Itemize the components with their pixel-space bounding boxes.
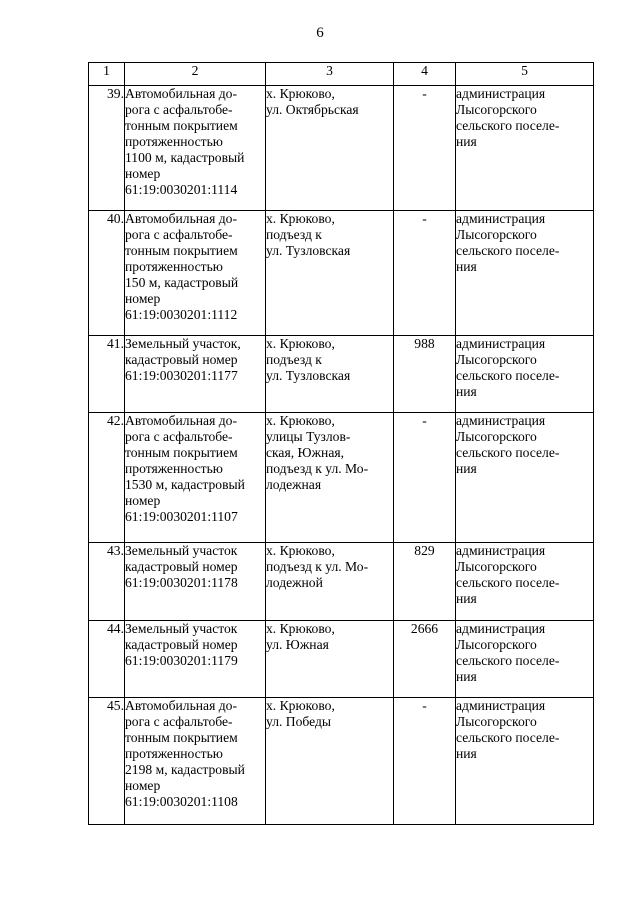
object-description-line: 61:19:0030201:1112 [125, 307, 238, 322]
object-address-line: х. Крюково, [266, 336, 335, 351]
row-number-cell: 40. [89, 211, 125, 336]
object-description-line: Автомобильная до- [125, 86, 237, 101]
object-description-cell [125, 698, 266, 825]
object-description-line: протяженностью [125, 461, 223, 476]
object-owner-line: Лысогорского [456, 227, 537, 242]
object-description-line: 61:19:0030201:1178 [125, 575, 238, 590]
page-number: 6 [316, 25, 324, 41]
header-col-1: 1 [89, 63, 125, 86]
object-owner-line: сельского поселе- [456, 445, 560, 460]
row-number-cell: 45. [89, 698, 125, 825]
object-owner-line: сельского поселе- [456, 368, 560, 383]
object-address-line: х. Крюково, [266, 543, 335, 558]
object-owner-line: ния [456, 134, 477, 149]
object-owner-line: администрация [456, 621, 546, 636]
object-description-line: 61:19:0030201:1177 [125, 368, 238, 383]
table-row [89, 336, 594, 413]
object-address-cell [266, 336, 394, 413]
object-description-line: 61:19:0030201:1107 [125, 509, 238, 524]
object-owner-line: сельского поселе- [456, 118, 560, 133]
object-address-line: ул. Тузловская [266, 243, 351, 258]
object-area-cell: 829 [394, 543, 456, 621]
object-description-line: 150 м, кадастровый [125, 275, 239, 290]
row-number-cell: 42. [89, 413, 125, 543]
object-owner-line: Лысогорского [456, 429, 537, 444]
object-description-line: 61:19:0030201:1114 [125, 182, 238, 197]
object-description-cell [125, 413, 266, 543]
object-description-line: протяженностью [125, 259, 223, 274]
object-owner-line: Лысогорского [456, 102, 537, 117]
object-description-cell [125, 621, 266, 698]
object-owner-cell [456, 211, 594, 336]
object-owner-cell [456, 336, 594, 413]
object-area-cell: - [394, 413, 456, 543]
object-description-line: номер [125, 291, 161, 306]
object-owner-line: администрация [456, 543, 546, 558]
table-row [89, 86, 594, 211]
object-address-cell [266, 698, 394, 825]
object-area-cell: - [394, 211, 456, 336]
object-address-line: ул. Тузловская [266, 368, 351, 383]
object-description-line: рога с асфальтобе- [125, 102, 233, 117]
table-row [89, 621, 594, 698]
object-description-line: номер [125, 166, 161, 181]
object-description-cell [125, 543, 266, 621]
object-description-line: тонным покрытием [125, 118, 238, 133]
object-owner-line: сельского поселе- [456, 575, 560, 590]
object-address-line: подъезд к ул. Мо- [266, 559, 369, 574]
object-description-line: 1100 м, кадастровый [125, 150, 245, 165]
object-owner-line: Лысогорского [456, 559, 537, 574]
object-address-line: х. Крюково, [266, 86, 335, 101]
object-description-cell [125, 86, 266, 211]
header-col-3: 3 [266, 63, 394, 86]
object-address-cell [266, 543, 394, 621]
table-row [89, 413, 594, 543]
object-owner-line: ния [456, 259, 477, 274]
object-description-line: рога с асфальтобе- [125, 429, 233, 444]
object-owner-line: администрация [456, 86, 546, 101]
table-row [89, 543, 594, 621]
object-address-line: подъезд к [266, 352, 322, 367]
object-area-cell: - [394, 86, 456, 211]
object-owner-cell [456, 413, 594, 543]
object-address-line: ская, Южная, [266, 445, 345, 460]
row-number-cell: 43. [89, 543, 125, 621]
object-description-line: тонным покрытием [125, 445, 238, 460]
object-description-line: рога с асфальтобе- [125, 714, 233, 729]
object-owner-line: ния [456, 669, 477, 684]
object-address-cell [266, 621, 394, 698]
object-description-line: номер [125, 493, 161, 508]
object-owner-line: Лысогорского [456, 352, 537, 367]
object-area-cell: 2666 [394, 621, 456, 698]
table-body [89, 86, 594, 825]
object-address-line: х. Крюково, [266, 211, 335, 226]
object-description-line: протяженностью [125, 134, 223, 149]
object-owner-cell [456, 543, 594, 621]
object-description-line: Автомобильная до- [125, 698, 237, 713]
object-address-line: ул. Победы [266, 714, 332, 729]
header-col-2: 2 [125, 63, 266, 86]
object-owner-line: ния [456, 746, 477, 761]
object-owner-line: администрация [456, 698, 546, 713]
table-row [89, 211, 594, 336]
object-address-cell [266, 86, 394, 211]
object-address-line: х. Крюково, [266, 698, 335, 713]
object-description-line: Земельный участок [125, 543, 238, 558]
object-owner-cell [456, 698, 594, 825]
object-description-line: протяженностью [125, 746, 223, 761]
header-col-4: 4 [394, 63, 456, 86]
object-address-line: подъезд к [266, 227, 322, 242]
object-description-line: Земельный участок [125, 621, 238, 636]
object-address-line: х. Крюково, [266, 621, 335, 636]
object-description-line: кадастровый номер [125, 352, 238, 367]
object-owner-line: ния [456, 384, 477, 399]
object-description-line: Земельный участок, [125, 336, 241, 351]
object-address-line: подъезд к ул. Мо- [266, 461, 369, 476]
object-address-line: лодежной [266, 575, 323, 590]
object-address-line: ул. Южная [266, 637, 329, 652]
table-row [89, 698, 594, 825]
object-owner-line: сельского поселе- [456, 653, 560, 668]
object-address-cell [266, 413, 394, 543]
object-description-cell [125, 211, 266, 336]
object-description-line: кадастровый номер [125, 637, 238, 652]
object-address-cell [266, 211, 394, 336]
property-registry-table [88, 62, 594, 825]
object-address-line: улицы Тузлов- [266, 429, 351, 444]
object-description-line: тонным покрытием [125, 730, 238, 745]
object-owner-line: Лысогорского [456, 714, 537, 729]
object-area-cell: 988 [394, 336, 456, 413]
object-owner-line: администрация [456, 211, 546, 226]
object-description-line: 61:19:0030201:1108 [125, 794, 238, 809]
object-area-cell: - [394, 698, 456, 825]
object-owner-line: сельского поселе- [456, 243, 560, 258]
object-owner-line: Лысогорского [456, 637, 537, 652]
object-owner-line: ния [456, 461, 477, 476]
object-description-line: кадастровый номер [125, 559, 238, 574]
object-description-line: 1530 м, кадастровый [125, 477, 245, 492]
object-owner-line: администрация [456, 336, 546, 351]
row-number-cell: 39. [89, 86, 125, 211]
table-header [89, 63, 594, 86]
object-description-line: 61:19:0030201:1179 [125, 653, 238, 668]
object-description-line: тонным покрытием [125, 243, 238, 258]
object-owner-line: ния [456, 591, 477, 606]
object-description-line: 2198 м, кадастровый [125, 762, 245, 777]
object-owner-cell [456, 621, 594, 698]
header-row [89, 63, 594, 86]
object-description-line: Автомобильная до- [125, 413, 237, 428]
object-description-cell [125, 336, 266, 413]
object-address-line: лодежная [266, 477, 322, 492]
object-description-line: Автомобильная до- [125, 211, 237, 226]
object-address-line: х. Крюково, [266, 413, 335, 428]
header-col-5: 5 [456, 63, 594, 86]
object-owner-cell [456, 86, 594, 211]
row-number-cell: 41. [89, 336, 125, 413]
object-description-line: номер [125, 778, 161, 793]
object-description-line: рога с асфальтобе- [125, 227, 233, 242]
row-number-cell: 44. [89, 621, 125, 698]
object-address-line: ул. Октябрьская [266, 102, 359, 117]
object-owner-line: администрация [456, 413, 546, 428]
object-owner-line: сельского поселе- [456, 730, 560, 745]
